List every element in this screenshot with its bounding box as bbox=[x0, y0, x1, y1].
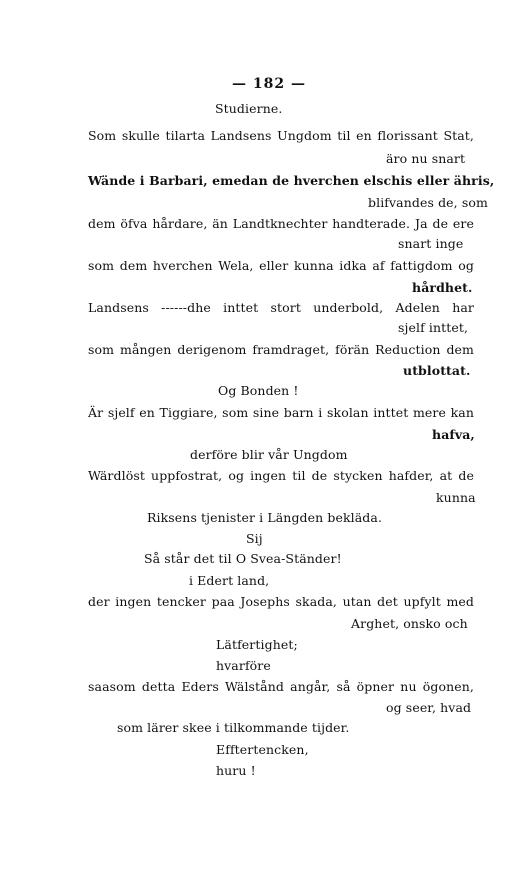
text-line: snart inge bbox=[398, 236, 464, 251]
text-line: blifvandes de, som bbox=[368, 195, 488, 210]
text-line: Är sjelf en Tiggiare, som sine barn i skolan inttet mere kan bbox=[88, 405, 474, 420]
text-line: som lärer skee i tilkommande tijder. bbox=[117, 720, 350, 735]
text-line: Som skulle tilarta Landsens Ungdom til en florissant Stat, bbox=[88, 128, 474, 143]
text-line: hafva, bbox=[432, 427, 475, 442]
text-line: huru ! bbox=[216, 763, 256, 778]
text-line: sjelf inttet, bbox=[398, 320, 469, 335]
text-line: saasom detta Eders Wälstånd angår, så öpner nu ögonen, bbox=[88, 679, 474, 694]
text-line: Studierne. bbox=[215, 101, 283, 116]
text-line: kunna bbox=[436, 490, 476, 505]
text-line: utblottat. bbox=[403, 363, 471, 378]
text-line: dem öfva hårdare, än Landtknechter handterade. Ja de ere bbox=[88, 216, 474, 231]
text-line: Lätfertighet; bbox=[216, 637, 298, 652]
text-line: hårdhet. bbox=[412, 280, 473, 295]
text-line: Sij bbox=[246, 531, 263, 546]
text-line: som dem hverchen Wela, eller kunna idka af fattigdom og bbox=[88, 258, 474, 273]
text-line: Så står det til O Svea-Ständer! bbox=[144, 551, 342, 566]
text-line: som mången derigenom framdraget, förän Reduction dem bbox=[88, 342, 474, 357]
text-line: Og Bonden ! bbox=[218, 383, 299, 398]
text-line: Wärdlöst uppfostrat, og ingen til de stycken hafder, at de bbox=[88, 468, 474, 483]
text-line: der ingen tencker paa Josephs skada, utan det upfylt med bbox=[88, 594, 474, 609]
text-line: derföre blir vår Ungdom bbox=[190, 447, 348, 462]
text-line: Riksens tjenister i Längden bekläda. bbox=[147, 510, 383, 525]
page-number: — 182 — bbox=[232, 76, 306, 92]
text-line: äro nu snart bbox=[386, 151, 466, 166]
text-line: Wände i Barbari, emedan de hverchen elschis eller ähris, bbox=[88, 173, 495, 188]
text-line: i Edert land, bbox=[189, 573, 270, 588]
text-line: Arghet, onsko och bbox=[351, 616, 468, 631]
text-line: hvarföre bbox=[216, 658, 271, 673]
text-line: Efftertencken, bbox=[216, 742, 309, 757]
text-line: Landsens ------dhe inttet stort underbold, Adelen har bbox=[88, 300, 474, 315]
text-line: og seer, hvad bbox=[386, 700, 472, 715]
